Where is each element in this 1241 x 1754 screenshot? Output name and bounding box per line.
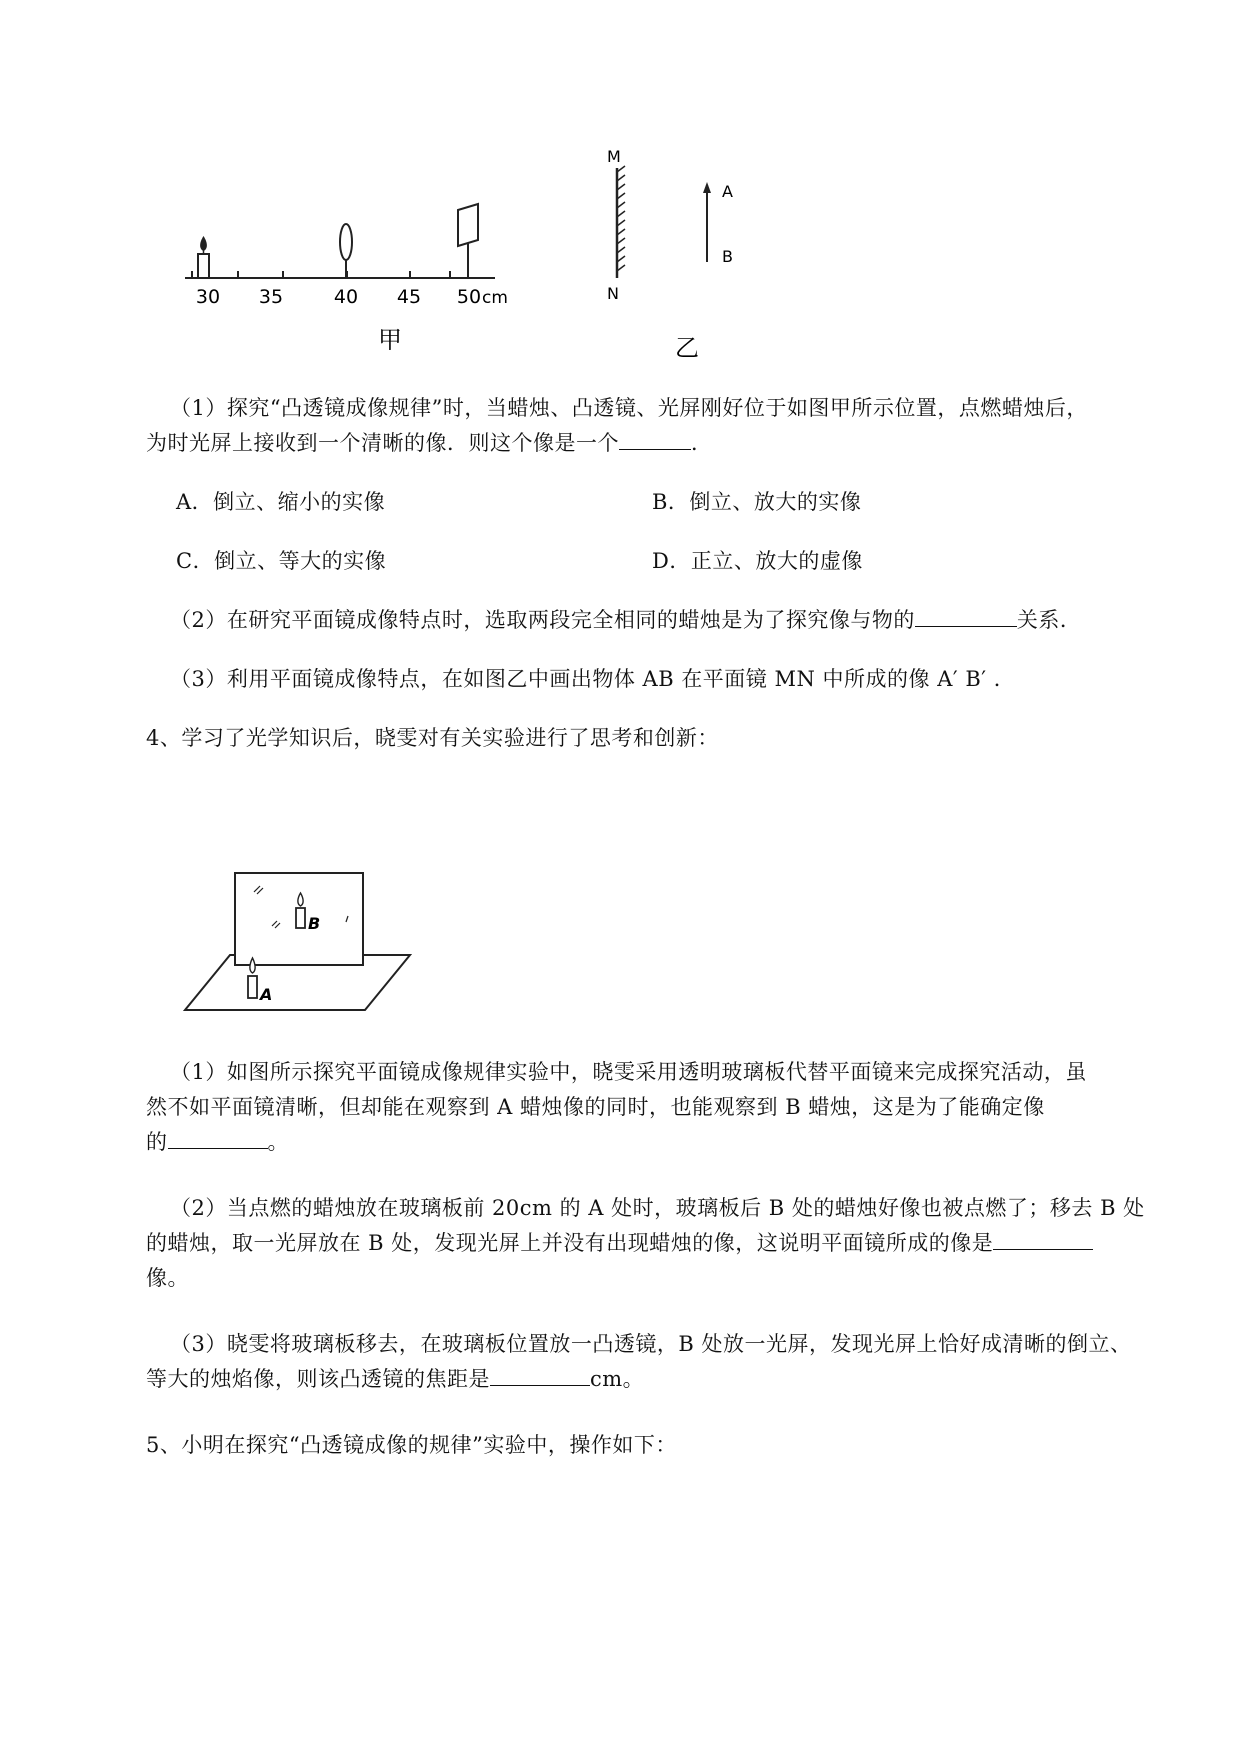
point-label-a: A [722,182,733,201]
q4-part2-line3: 像。 [146,1266,189,1290]
option-d[interactable]: D．正立、放大的虚像 [652,549,863,573]
tick-label-35: 35 [258,286,284,308]
light-screen-icon [458,204,478,278]
mirror-label-m: M [607,150,621,166]
q4-part2-line2 [146,1228,1093,1258]
q5-title: 5、小明在探究“凸透镜成像的规律”实验中，操作如下： [146,1433,677,1457]
point-label-b: B [722,247,733,266]
convex-lens-icon [340,224,352,278]
q3-part1-line2 [146,428,713,458]
q4-part1-line3-start: 的 [146,1130,168,1154]
q3-part3: （3）利用平面镜成像特点，在如图乙中画出物体 AB 在平面镜 MN 中所成的像 A′ B′ ． [170,667,1016,691]
candle-label-a: A [260,985,273,1004]
answer-blank-focal-length[interactable] [490,1365,590,1386]
tick-label-30: 30 [195,286,221,308]
answer-blank-image-position[interactable] [168,1128,268,1149]
q3-part2 [170,605,1081,635]
tick-label-45: 45 [396,286,422,308]
option-a[interactable]: A．倒立、缩小的实像 [176,490,386,514]
q4-part3-line2-text: 等大的烛焰像，则该凸透镜的焦距是 [146,1367,490,1391]
q4-part3-line1: （3）晓雯将玻璃板移去，在玻璃板位置放一凸透镜，B 处放一光屏，发现光屏上恰好成清晰的倒立、 [170,1332,1132,1356]
mirror-label-n: N [607,284,619,303]
candle-icon [198,236,209,278]
q3-part1-end: ． [691,431,713,455]
tick-label-40: 40 [333,286,359,308]
q4-part1-line3-end: 。 [267,1130,289,1154]
figure-jia [180,150,600,350]
object-arrow-ab [703,182,711,262]
answer-blank-relation[interactable] [915,606,1017,627]
q4-part1-line1: （1）如图所示探究平面镜成像规律实验中，晓雯采用透明玻璃板代替平面镜来完成探究活动，虽 [170,1060,1087,1084]
figure-caption-jia: 甲 [378,326,402,350]
bench-ticks [192,271,450,278]
q3-part1-line1: （1）探究“凸透镜成像规律”时，当蜡烛、凸透镜、光屏刚好位于如图甲所示位置，点燃蜡烛后， [170,396,1088,420]
q3-part2-end: 关系． [1016,608,1082,632]
q4-part2-line2-text: 的蜡烛，取一光屏放在 B 处，发现光屏上并没有出现蜡烛的像，这说明平面镜所成的像是 [146,1231,994,1255]
q4-part2-line1: （2）当点燃的蜡烛放在玻璃板前 20cm 的 A 处时，玻璃板后 B 处的蜡烛好像也被点燃了；移去 B 处 [170,1196,1145,1220]
q4-part1-line3 [146,1127,289,1157]
figure-caption-yi: 乙 [675,334,699,362]
q3-part1-line2-text: 为时光屏上接收到一个清晰的像．则这个像是一个 [146,431,619,455]
answer-blank-image-type[interactable] [619,429,691,450]
q3-part2-text: （2）在研究平面镜成像特点时，选取两段完全相同的蜡烛是为了探究像与物的 [170,608,915,632]
answer-blank-image-nature[interactable] [993,1229,1093,1250]
candle-label-b: B [308,914,321,933]
option-b[interactable]: B．倒立、放大的实像 [652,490,862,514]
q4-part3-line2 [146,1364,644,1394]
tick-label-50: 50 [456,286,482,308]
q4-title: 4、学习了光学知识后，晓雯对有关实验进行了思考和创新： [146,726,719,750]
option-c[interactable]: C．倒立、等大的实像 [176,549,387,573]
figure-glass-plate [180,868,420,1018]
figure-yi [595,150,775,410]
unit-label: cm [482,288,508,308]
q4-part1-line2: 然不如平面镜清晰，但却能在观察到 A 蜡烛像的同时，也能观察到 B 蜡烛，这是为了能确定像 [146,1095,1045,1119]
q4-part3-end: cm。 [590,1367,645,1391]
